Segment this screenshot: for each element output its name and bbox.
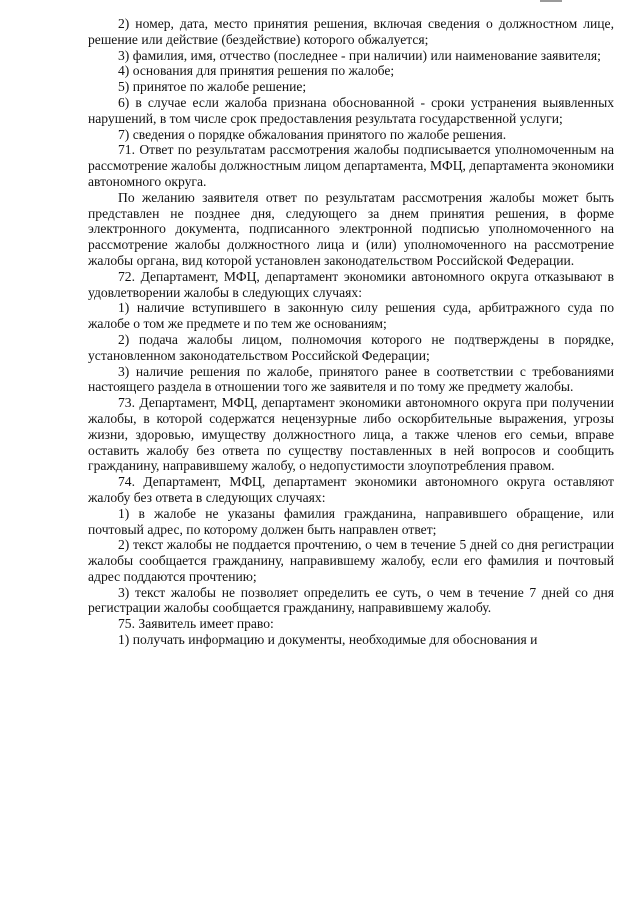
paragraph: 4) основания для принятия решения по жалобе; <box>118 63 395 79</box>
paragraph: 2) номер, дата, место принятия решения, включая сведения о должностном лице, решение или действие (бездействие) которого обжалуется; <box>88 16 614 47</box>
paragraph: 1) в жалобе не указаны фамилия гражданина, направившего обращение, или почтовый адрес, по которому должен быть направлен ответ; <box>88 505 614 537</box>
paragraph: 2) текст жалобы не поддается прочтению, о чем в течение 5 дней со дня регистрации жалобы сообщается гражданину, направившему жалобу, если его фамилия и почтовый адрес поддаются прочтению; <box>88 537 614 584</box>
paragraph: 1) получать информацию и документы, необходимые для обоснования и <box>118 632 538 648</box>
paragraph: 5) принятое по жалобе решение; <box>118 79 307 95</box>
document-body <box>88 16 614 648</box>
paragraph: 2) подача жалобы лицом, полномочия которого не подтверждены в порядке, установленном законодательством Российской Федерации; <box>88 331 614 363</box>
paragraph: 7) сведения о порядке обжалования принятого по жалобе решения. <box>118 126 507 142</box>
paragraph: 3) текст жалобы не позволяет определить ее суть, о чем в течение 7 дней со дня регистрации жалобы сообщается гражданину, направившему жалобу. <box>88 584 614 616</box>
paragraph: 71. Ответ по результатам рассмотрения жалобы подписывается уполномоченным на рассмотрение жалобы должностным лицом департамента, МФЦ, департамента экономики автономного округа. <box>88 142 614 189</box>
paragraph: 75. Заявитель имеет право: <box>118 616 274 632</box>
paragraph: 3) фамилия, имя, отчество (последнее - при наличии) или наименование заявителя; <box>118 47 601 63</box>
paragraph: 74. Департамент, МФЦ, департамент экономики автономного округа оставляют жалобу без ответа в следующих случаях: <box>88 474 614 505</box>
paragraph: 3) наличие решения по жалобе, принятого ранее в соответствии с требованиями настоящего раздела в отношении того же заявителя и по тому же предмету жалобы. <box>88 363 614 395</box>
paragraph: 1) наличие вступившего в законную силу решения суда, арбитражного суда по жалобе о том же предмете и по тем же основаниям; <box>88 300 614 332</box>
paragraph: 6) в случае если жалоба признана обоснованной - сроки устранения выявленных нарушений, в том числе срок предоставления результата государственной услуги; <box>88 94 614 126</box>
page-edge-mark <box>540 0 562 2</box>
paragraph: 73. Департамент, МФЦ, департамент экономики автономного округа при получении жалобы, в которой содержатся нецензурные либо оскорбительные выражения, угрозы жизни, здоровью, имуществу должностного лица, а также членов его семьи, вправе оставить жалобу без ответа по существу поставленных в ней вопросов и сообщить гражданину, направившему жалобу, о недопустимости злоупотребления правом. <box>88 395 614 474</box>
paragraph: 72. Департамент, МФЦ, департамент экономики автономного округа отказывают в удовлетворении жалобы в следующих случаях: <box>88 268 614 300</box>
paragraph: По желанию заявителя ответ по результатам рассмотрения жалобы может быть представлен не позднее дня, следующего за днем принятия решения, в форме электронного документа, подписанного электронной подписью уполномоченного на рассмотрение жалобы должностного лица и (или) уполномоченного на рассмотрение жалобы органа, вид которой установлен законодательством Российской Федерации. <box>88 189 614 268</box>
